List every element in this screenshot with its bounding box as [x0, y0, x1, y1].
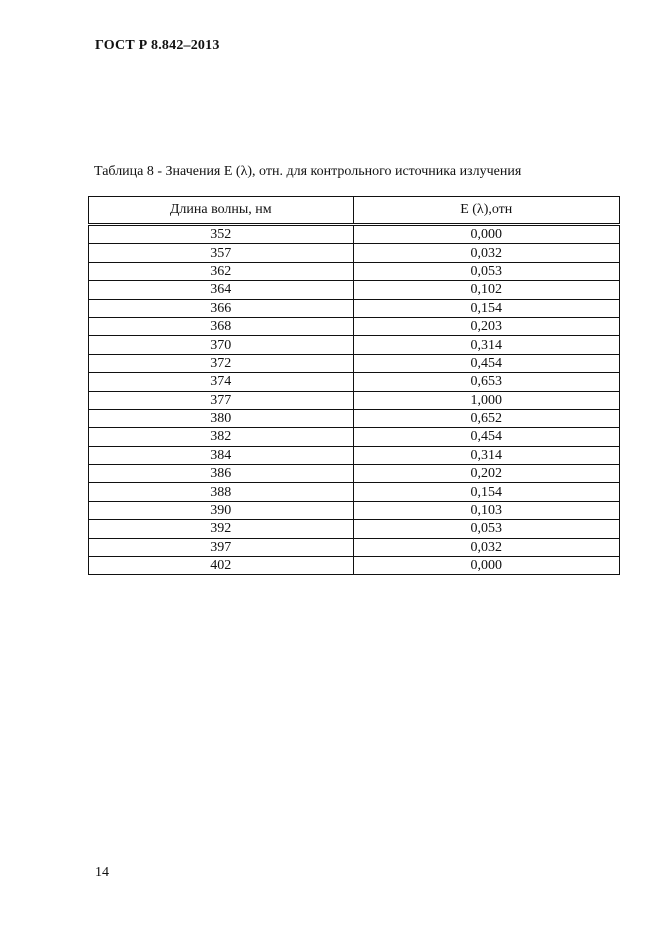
cell-relative-value: 0,314	[353, 446, 620, 464]
cell-relative-value: 0,454	[353, 428, 620, 446]
table-row	[89, 354, 620, 372]
document-code: ГОСТ Р 8.842–2013	[95, 38, 220, 53]
table-row	[89, 557, 620, 575]
cell-relative-value: 0,652	[353, 409, 620, 427]
cell-wavelength: 352	[89, 225, 354, 244]
cell-wavelength: 364	[89, 281, 354, 299]
cell-relative-value: 0,203	[353, 317, 620, 335]
table-row	[89, 520, 620, 538]
column-header-relative-value: E (λ),отн	[353, 197, 620, 225]
cell-relative-value: 0,154	[353, 299, 620, 317]
spectral-values-table	[88, 196, 620, 575]
cell-wavelength: 370	[89, 336, 354, 354]
cell-relative-value: 0,103	[353, 501, 620, 519]
table-row	[89, 501, 620, 519]
page-number: 14	[95, 865, 109, 880]
cell-relative-value: 0,314	[353, 336, 620, 354]
cell-relative-value: 1,000	[353, 391, 620, 409]
cell-relative-value: 0,000	[353, 225, 620, 244]
cell-wavelength: 397	[89, 538, 354, 556]
table-row	[89, 336, 620, 354]
table-row	[89, 225, 620, 244]
cell-wavelength: 374	[89, 373, 354, 391]
table-row	[89, 465, 620, 483]
cell-wavelength: 392	[89, 520, 354, 538]
cell-wavelength: 388	[89, 483, 354, 501]
cell-relative-value: 0,053	[353, 262, 620, 280]
cell-relative-value: 0,053	[353, 520, 620, 538]
cell-relative-value: 0,154	[353, 483, 620, 501]
cell-wavelength: 384	[89, 446, 354, 464]
cell-relative-value: 0,032	[353, 244, 620, 262]
table-row	[89, 391, 620, 409]
cell-wavelength: 362	[89, 262, 354, 280]
table-row	[89, 538, 620, 556]
table-body	[89, 225, 620, 575]
cell-wavelength: 382	[89, 428, 354, 446]
table-row	[89, 244, 620, 262]
cell-relative-value: 0,032	[353, 538, 620, 556]
table-row	[89, 281, 620, 299]
table-row	[89, 428, 620, 446]
cell-wavelength: 386	[89, 465, 354, 483]
cell-wavelength: 390	[89, 501, 354, 519]
cell-wavelength: 372	[89, 354, 354, 372]
table-row	[89, 262, 620, 280]
table-row	[89, 299, 620, 317]
cell-relative-value: 0,653	[353, 373, 620, 391]
cell-wavelength: 402	[89, 557, 354, 575]
cell-relative-value: 0,202	[353, 465, 620, 483]
cell-relative-value: 0,102	[353, 281, 620, 299]
cell-wavelength: 368	[89, 317, 354, 335]
cell-relative-value: 0,000	[353, 557, 620, 575]
column-header-wavelength: Длина волны, нм	[89, 197, 354, 225]
cell-wavelength: 366	[89, 299, 354, 317]
table-row	[89, 373, 620, 391]
table-header-row	[89, 197, 620, 225]
table-row	[89, 317, 620, 335]
table-caption: Таблица 8 - Значения E (λ), отн. для контрольного источника излучения	[94, 164, 522, 179]
table-row	[89, 446, 620, 464]
cell-wavelength: 377	[89, 391, 354, 409]
cell-relative-value: 0,454	[353, 354, 620, 372]
table-row	[89, 409, 620, 427]
cell-wavelength: 380	[89, 409, 354, 427]
cell-wavelength: 357	[89, 244, 354, 262]
table-row	[89, 483, 620, 501]
